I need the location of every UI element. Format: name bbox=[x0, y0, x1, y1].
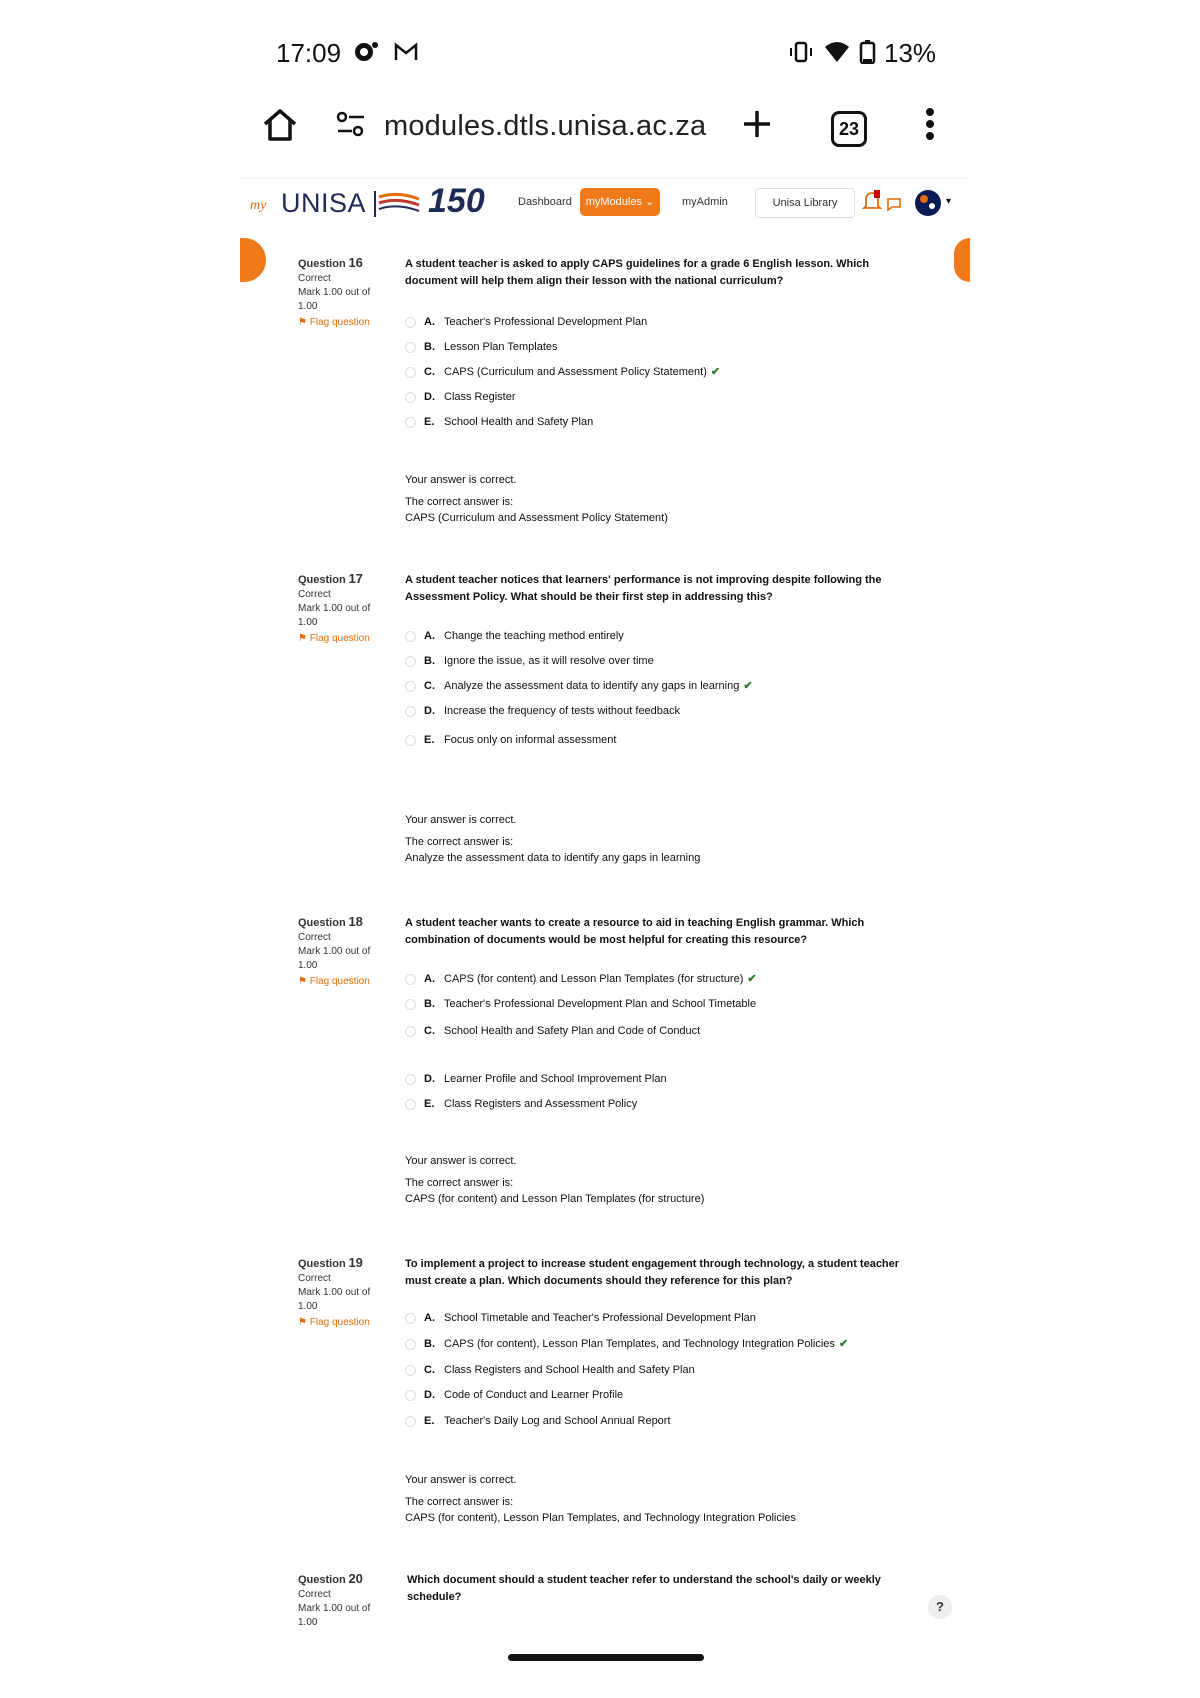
nav-dashboard[interactable]: Dashboard bbox=[518, 196, 572, 208]
question-number: 16 bbox=[348, 255, 363, 270]
question-text: Which document should a student teacher refer to understand the school's daily or weekly schedule? bbox=[407, 1574, 881, 1603]
question-mark-max: 1.00 bbox=[298, 1301, 318, 1312]
question-state: Correct bbox=[298, 273, 331, 284]
question-state: Correct bbox=[298, 1273, 331, 1284]
option-c[interactable]: C. School Health and Safety Plan and Code of Conduct bbox=[405, 1023, 700, 1039]
question-mark: Mark 1.00 out of bbox=[298, 603, 371, 614]
flag-question-link[interactable]: ⚑ Flag question bbox=[298, 317, 370, 328]
radio-button[interactable] bbox=[405, 417, 416, 428]
help-button[interactable]: ? bbox=[928, 1595, 952, 1619]
option-e[interactable]: E. School Health and Safety Plan bbox=[405, 414, 593, 430]
question-text: A student teacher wants to create a resource to aid in teaching English grammar. Which combination of documents would be most helpful for creating this resource? bbox=[405, 917, 865, 946]
option-e[interactable]: E. Focus only on informal assessment bbox=[405, 732, 616, 748]
radio-button[interactable] bbox=[405, 1416, 416, 1427]
question-feedback bbox=[405, 472, 668, 526]
radio-button[interactable] bbox=[405, 1313, 416, 1324]
radio-button[interactable] bbox=[405, 706, 416, 717]
correct-check-icon: ✔ bbox=[743, 680, 753, 692]
option-e[interactable]: E. Class Registers and Assessment Policy bbox=[405, 1096, 637, 1112]
vibrate-icon bbox=[788, 40, 814, 64]
correct-check-icon: ✔ bbox=[710, 366, 721, 378]
site-settings-icon[interactable] bbox=[336, 109, 366, 139]
option-d[interactable]: D. Code of Conduct and Learner Profile bbox=[405, 1387, 623, 1403]
correct-answer-label: The correct answer is: bbox=[405, 496, 514, 508]
radio-button[interactable] bbox=[405, 656, 416, 667]
radio-button[interactable] bbox=[405, 681, 416, 692]
question-mark: Mark 1.00 out of bbox=[298, 1287, 371, 1298]
question-number: 20 bbox=[348, 1572, 363, 1586]
option-c[interactable]: C. Analyze the assessment data to identify any gaps in learning ✔ bbox=[405, 678, 753, 694]
option-b[interactable]: B. Ignore the issue, as it will resolve over time bbox=[405, 653, 654, 669]
correct-answer-label: The correct answer is: bbox=[405, 1496, 514, 1508]
radio-button[interactable] bbox=[405, 999, 416, 1010]
flag-question-link[interactable]: ⚑ Flag question bbox=[298, 976, 370, 987]
option-c[interactable]: C. CAPS (Curriculum and Assessment Policy Statement) ✔ bbox=[405, 364, 720, 380]
question-state: Correct bbox=[298, 589, 331, 600]
option-a[interactable]: A. Teacher's Professional Development Plan bbox=[405, 314, 647, 330]
question-label: Question bbox=[298, 258, 346, 270]
option-a[interactable]: A. School Timetable and Teacher's Professional Development Plan bbox=[405, 1310, 756, 1326]
radio-button[interactable] bbox=[405, 1339, 416, 1350]
option-a[interactable]: A. CAPS (for content) and Lesson Plan Templates (for structure) ✔ bbox=[405, 971, 757, 987]
question-mark-max: 1.00 bbox=[298, 301, 318, 312]
url-field[interactable]: modules.dtls.unisa.ac.za bbox=[384, 110, 707, 142]
question-20 bbox=[298, 1572, 938, 1642]
question-mark: Mark 1.00 out of bbox=[298, 946, 371, 957]
option-a[interactable]: A. Change the teaching method entirely bbox=[405, 628, 624, 644]
question-text: To implement a project to increase student engagement through technology, a student teacher must create a plan. Which documents should they reference for this plan? bbox=[405, 1258, 900, 1287]
logo-prefix: my bbox=[250, 198, 267, 213]
notification-icon bbox=[352, 40, 378, 64]
nav-mymodules[interactable]: myModules ⌄ bbox=[580, 188, 660, 216]
radio-button[interactable] bbox=[405, 342, 416, 353]
correct-answer-label: The correct answer is: bbox=[405, 836, 514, 848]
radio-button[interactable] bbox=[405, 631, 416, 642]
radio-button[interactable] bbox=[405, 1074, 416, 1085]
phone-status-bar bbox=[0, 0, 1200, 100]
anniversary-logo: 150 bbox=[428, 182, 485, 220]
question-text: A student teacher is asked to apply CAPS guidelines for a grade 6 English lesson. Which document will help them align their lesson with the national curriculum? bbox=[405, 258, 870, 287]
question-label: Question bbox=[298, 574, 346, 586]
option-d[interactable]: D. Class Register bbox=[405, 389, 516, 405]
radio-button[interactable] bbox=[405, 1365, 416, 1376]
radio-button[interactable] bbox=[405, 317, 416, 328]
unisa-logo[interactable]: UNISA bbox=[281, 188, 367, 218]
question-label: Question bbox=[298, 1574, 346, 1586]
user-avatar[interactable] bbox=[914, 189, 942, 217]
question-mark-max: 1.00 bbox=[298, 617, 318, 628]
option-d[interactable]: D. Learner Profile and School Improvement Plan bbox=[405, 1071, 667, 1087]
chevron-down-icon[interactable]: ▾ bbox=[946, 196, 952, 207]
radio-button[interactable] bbox=[405, 392, 416, 403]
question-state: Correct bbox=[298, 932, 331, 943]
correct-answer-label: The correct answer is: bbox=[405, 1177, 514, 1189]
radio-button[interactable] bbox=[405, 974, 416, 985]
messages-icon[interactable] bbox=[886, 196, 902, 212]
feedback-text: Your answer is correct. bbox=[405, 474, 517, 486]
flag-emblem-icon bbox=[373, 189, 421, 219]
battery-icon bbox=[858, 40, 878, 64]
notification-bell-icon[interactable] bbox=[862, 190, 882, 212]
option-e[interactable]: E. Teacher's Daily Log and School Annual Report bbox=[405, 1413, 671, 1429]
battery-percent: 13% bbox=[884, 38, 937, 68]
nav-unisa-library[interactable]: Unisa Library bbox=[755, 188, 855, 218]
question-info bbox=[298, 1572, 378, 1630]
question-mark-max: 1.00 bbox=[298, 960, 318, 971]
question-feedback bbox=[405, 1472, 796, 1526]
radio-button[interactable] bbox=[405, 735, 416, 746]
radio-button[interactable] bbox=[405, 1026, 416, 1037]
question-mark: Mark 1.00 out of bbox=[298, 1603, 371, 1614]
question-feedback bbox=[405, 1153, 704, 1207]
option-b[interactable]: B. CAPS (for content), Lesson Plan Templates, and Technology Integration Policies ✔ bbox=[405, 1336, 848, 1352]
flag-question-link[interactable]: ⚑ Flag question bbox=[298, 1317, 370, 1328]
feedback-text: Your answer is correct. bbox=[405, 1474, 517, 1486]
feedback-text: Your answer is correct. bbox=[405, 814, 517, 826]
question-state: Correct bbox=[298, 1589, 331, 1600]
nav-myadmin[interactable]: myAdmin bbox=[682, 196, 728, 208]
question-info bbox=[298, 572, 378, 646]
radio-button[interactable] bbox=[405, 1390, 416, 1401]
correct-answer-text: CAPS (for content) and Lesson Plan Templates (for structure) bbox=[405, 1193, 705, 1205]
option-d[interactable]: D. Increase the frequency of tests without feedback bbox=[405, 703, 680, 719]
question-label: Question bbox=[298, 917, 346, 929]
question-info bbox=[298, 256, 378, 330]
question-mark-max: 1.00 bbox=[298, 1617, 318, 1628]
correct-answer-text: CAPS (Curriculum and Assessment Policy Statement) bbox=[405, 512, 668, 524]
question-number: 19 bbox=[348, 1255, 363, 1270]
flag-question-link[interactable]: ⚑ Flag question bbox=[298, 633, 370, 644]
tab-switcher-button[interactable]: 23 bbox=[831, 111, 867, 147]
question-number: 17 bbox=[348, 571, 363, 586]
correct-check-icon: ✔ bbox=[747, 973, 757, 985]
radio-button[interactable] bbox=[405, 367, 416, 378]
wifi-icon bbox=[824, 40, 850, 64]
question-mark: Mark 1.00 out of bbox=[298, 287, 371, 298]
option-b[interactable]: B. Lesson Plan Templates bbox=[405, 339, 558, 355]
question-text: A student teacher notices that learners' performance is not improving despite following the Assessment Policy. What should be their first step in addressing this? bbox=[405, 574, 882, 603]
correct-answer-text: Analyze the assessment data to identify any gaps in learning bbox=[405, 852, 701, 864]
question-number: 18 bbox=[348, 914, 363, 929]
gmail-icon bbox=[393, 40, 419, 64]
option-b[interactable]: B. Teacher's Professional Development Plan and School Timetable bbox=[405, 996, 756, 1012]
feedback-text: Your answer is correct. bbox=[405, 1155, 517, 1167]
drawer-toggle-right[interactable] bbox=[954, 238, 970, 282]
status-time: 17:09 bbox=[276, 38, 342, 68]
radio-button[interactable] bbox=[405, 1099, 416, 1110]
new-tab-icon[interactable] bbox=[742, 109, 772, 139]
home-icon[interactable] bbox=[262, 107, 298, 143]
drawer-toggle-left[interactable] bbox=[240, 238, 266, 282]
question-feedback bbox=[405, 812, 700, 866]
question-info bbox=[298, 915, 378, 989]
option-c[interactable]: C. Class Registers and School Health and Safety Plan bbox=[405, 1362, 695, 1378]
correct-check-icon: ✔ bbox=[838, 1338, 849, 1350]
question-info bbox=[298, 1256, 378, 1330]
question-label: Question bbox=[298, 1258, 346, 1270]
home-indicator[interactable] bbox=[508, 1654, 704, 1661]
menu-dots-icon[interactable] bbox=[925, 107, 935, 141]
correct-answer-text: CAPS (for content), Lesson Plan Templates, and Technology Integration Policies bbox=[405, 1512, 796, 1524]
